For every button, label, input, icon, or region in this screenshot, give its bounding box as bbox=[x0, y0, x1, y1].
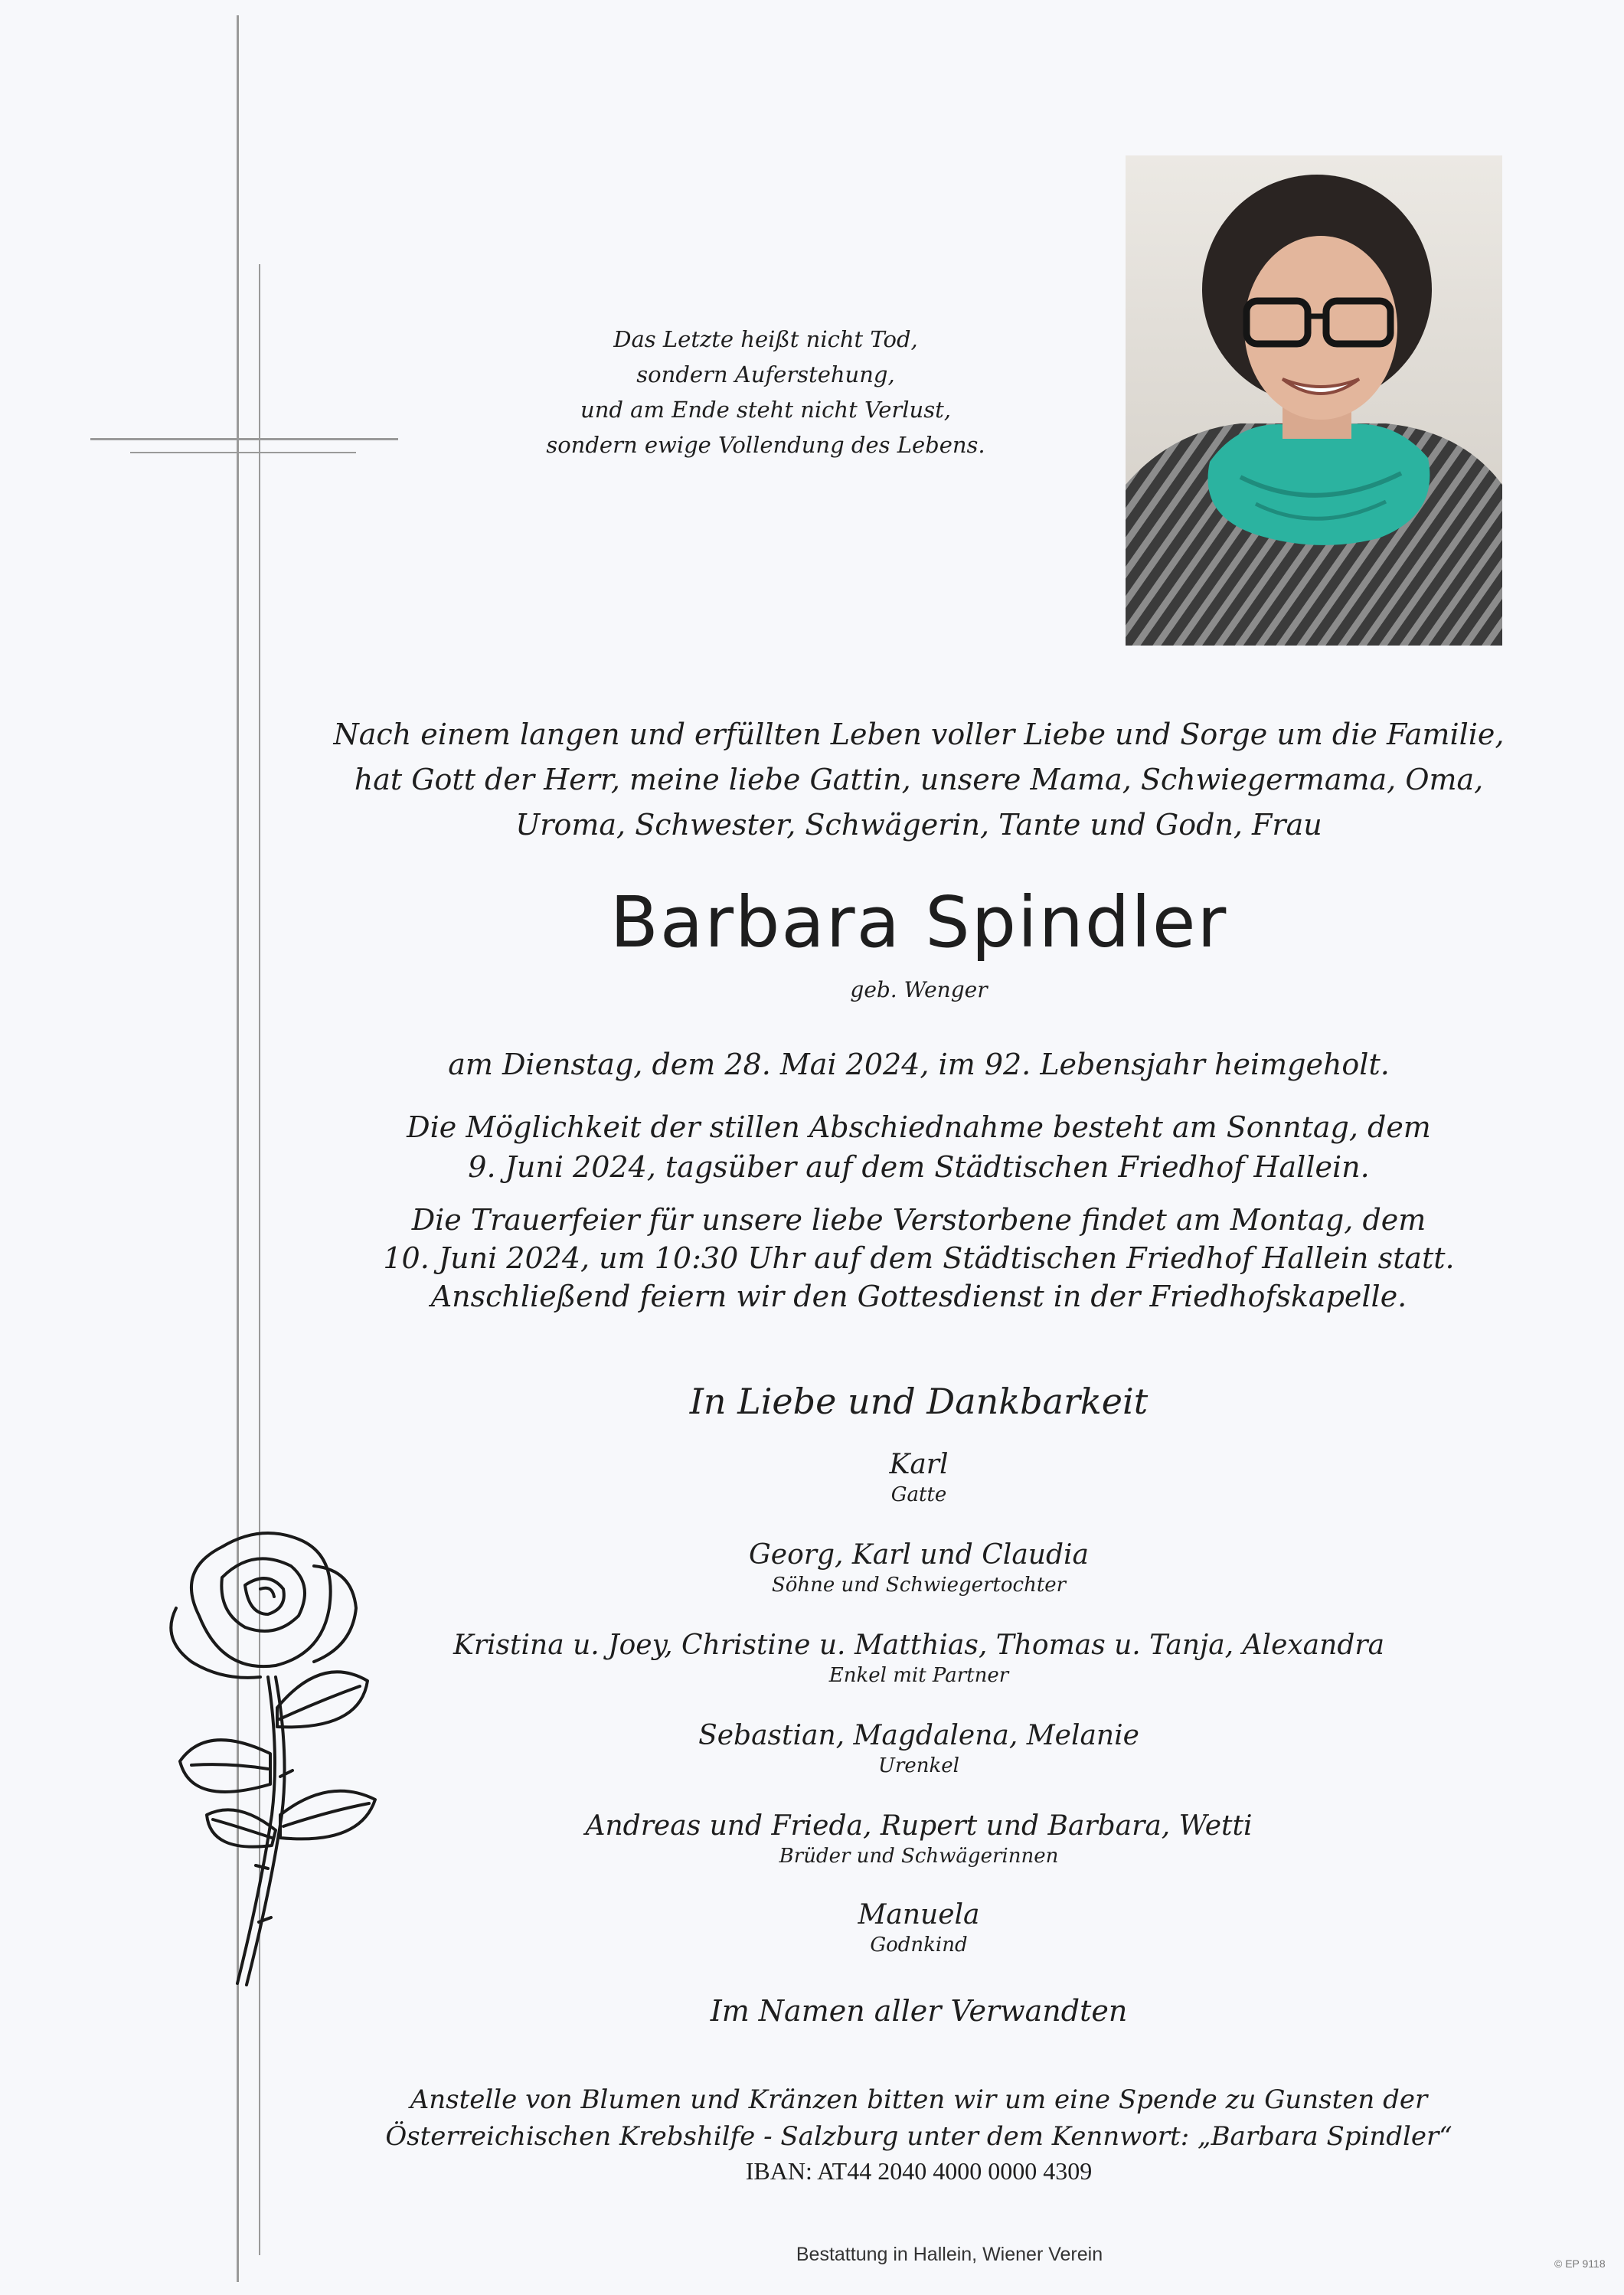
death-notice: am Dienstag, dem 28. Mai 2024, im 92. Lebensjahr heimgeholt. bbox=[448, 1048, 1390, 1081]
farewell-line: Die Möglichkeit der stillen Abschiednahme besteht am Sonntag, dem bbox=[407, 1110, 1431, 1144]
funeral-line: Die Trauerfeier für unsere liebe Verstorbene findet am Montag, dem bbox=[411, 1203, 1426, 1237]
quote-line: Das Letzte heißt nicht Tod, bbox=[613, 326, 918, 352]
rose-icon bbox=[145, 1524, 406, 2014]
quote-line: und am Ende steht nicht Verlust, bbox=[580, 397, 951, 423]
mourner-group bbox=[276, 1898, 1562, 1957]
mourner-names: Kristina u. Joey, Christine u. Matthias, Thomas u. Tanja, Alexandra bbox=[453, 1630, 1385, 1661]
intro-line: hat Gott der Herr, meine liebe Gattin, unsere Mama, Schwiegermama, Oma, bbox=[354, 763, 1484, 796]
portrait-photo bbox=[1126, 155, 1502, 646]
mourner-group bbox=[276, 1718, 1562, 1778]
funeral-line: 10. Juni 2024, um 10:30 Uhr auf dem Städtischen Friedhof Hallein statt. bbox=[383, 1241, 1455, 1275]
mourner-group bbox=[276, 1628, 1562, 1688]
quote-line: sondern ewige Vollendung des Lebens. bbox=[546, 432, 985, 458]
donation-paragraph bbox=[276, 2081, 1562, 2155]
mourner-group bbox=[276, 1538, 1562, 1597]
farewell-paragraph bbox=[276, 1107, 1562, 1187]
funeral-line: Anschließend feiern wir den Gottesdienst in der Friedhofskapelle. bbox=[430, 1280, 1407, 1313]
mourner-role: Söhne und Schwiegertochter bbox=[771, 1574, 1067, 1597]
donation-line: Anstelle von Blumen und Kränzen bitten wir um eine Spende zu Gunsten der bbox=[410, 2084, 1428, 2115]
mourners-heading: In Liebe und Dankbarkeit bbox=[689, 1381, 1149, 1422]
mourner-names: Manuela bbox=[858, 1899, 980, 1930]
mourner-role: Godnkind bbox=[870, 1934, 968, 1957]
intro-paragraph bbox=[276, 712, 1562, 848]
mourner-group bbox=[276, 1447, 1562, 1507]
mourner-role: Enkel mit Partner bbox=[828, 1664, 1009, 1687]
mourner-role: Gatte bbox=[890, 1483, 947, 1506]
cross-horizontal-line-upper bbox=[90, 438, 398, 440]
farewell-line: 9. Juni 2024, tagsüber auf dem Städtischen Friedhof Hallein. bbox=[468, 1150, 1370, 1184]
mourner-role: Brüder und Schwägerinnen bbox=[779, 1845, 1059, 1868]
funeral-paragraph bbox=[276, 1201, 1562, 1316]
quote-line: sondern Auferstehung, bbox=[636, 361, 895, 387]
intro-line: Nach einem langen und erfüllten Leben voller Liebe und Sorge um die Familie, bbox=[333, 718, 1505, 751]
maiden-name: geb. Wenger bbox=[850, 977, 988, 1002]
iban: IBAN: AT44 2040 4000 0000 4309 bbox=[745, 2157, 1093, 2185]
intro-line: Uroma, Schwester, Schwägerin, Tante und Godn, Frau bbox=[515, 808, 1322, 842]
mourner-role: Urenkel bbox=[878, 1754, 959, 1777]
mourner-names: Sebastian, Magdalena, Melanie bbox=[698, 1720, 1139, 1751]
donation-line: Österreichischen Krebshilfe - Salzburg unter dem Kennwort: „Barbara Spindler“ bbox=[385, 2121, 1452, 2152]
document-code: © EP 9118 bbox=[1554, 2257, 1606, 2270]
cross-horizontal-line-lower bbox=[130, 452, 356, 453]
deceased-name: Barbara Spindler bbox=[609, 881, 1228, 963]
mourner-names: Andreas und Frieda, Rupert und Barbara, Wetti bbox=[585, 1810, 1253, 1842]
mourner-names: Karl bbox=[889, 1449, 949, 1480]
undertaker-footer: Bestattung in Hallein, Wiener Verein bbox=[796, 2244, 1103, 2265]
quote bbox=[475, 322, 1057, 463]
mourner-group bbox=[276, 1809, 1562, 1868]
mourners-closing: Im Namen aller Verwandten bbox=[710, 1994, 1128, 2028]
mourner-names: Georg, Karl und Claudia bbox=[749, 1539, 1089, 1571]
portrait-illustration bbox=[1126, 155, 1502, 646]
scarf bbox=[1208, 424, 1430, 545]
